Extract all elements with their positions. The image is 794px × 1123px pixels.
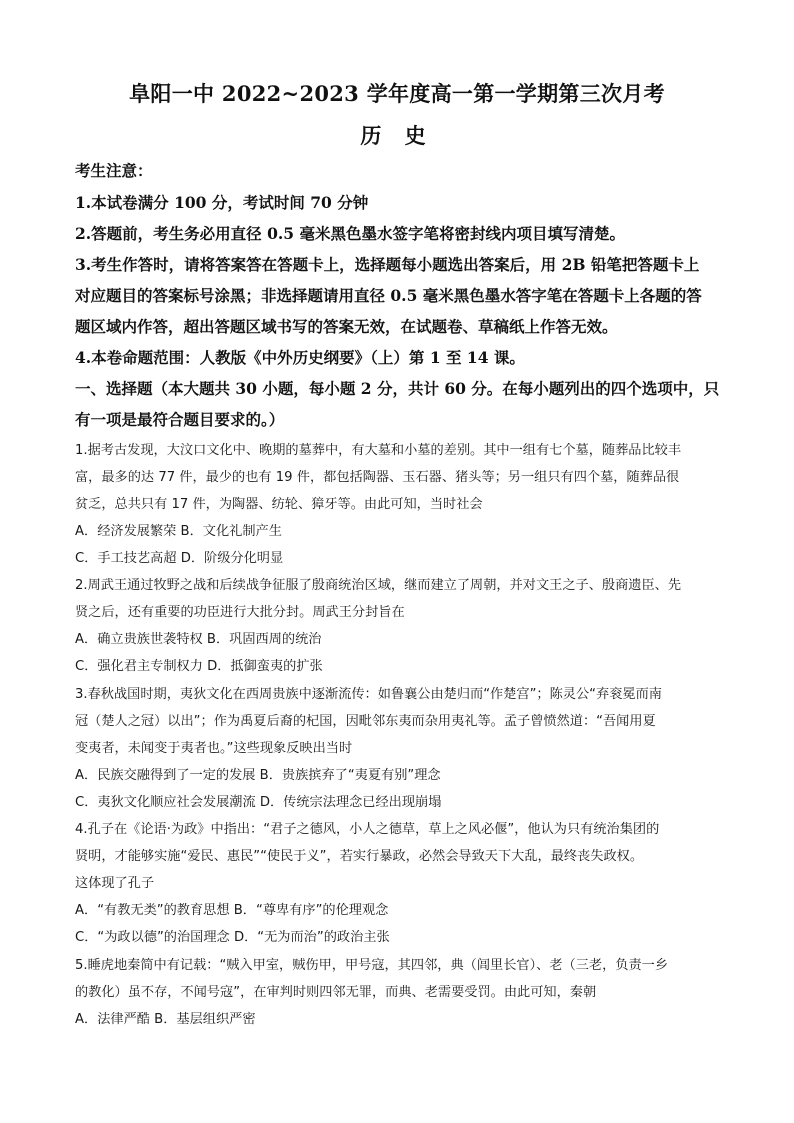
question-stem-line: 富，最多的达 77 件，最少的也有 19 件，都包括陶器、玉石器、猪头等；另一组只有四个墓，随葬品很: [75, 470, 680, 485]
exam-title: 阜阳一中 2022~2023 学年度高一第一学期第三次月考: [129, 81, 665, 106]
question-stem-line: 变夷者，未闻变于夷者也。”这些现象反映出当时: [75, 741, 353, 756]
question-stem-line: 这体现了孔子: [75, 876, 155, 891]
options-c-d: C．手工技艺高超 D．阶级分化明显: [75, 551, 284, 566]
notice-item-4: 4.本卷命题范围：人教版《中外历史纲要》（上）第 1 至 14 课。: [75, 348, 525, 367]
section-heading-line-2: 有一项是最符合题目要求的。）: [75, 410, 285, 429]
notice-item-1: 1.本试卷满分 100 分，考试时间 70 分钟: [75, 193, 369, 212]
notice-heading: 考生注意：: [75, 161, 153, 180]
options-a-b: A．经济发展繁荣 B．文化礼制产生: [75, 524, 282, 539]
question-stem-line: 5.睡虎地秦简中有记载：“贼入甲室，贼伤甲，甲号寇，其四邻，典（闾里长官）、老（三老，负责一乡: [75, 958, 669, 973]
question-stem-line: 1.据考古发现，大汶口文化中、晚期的墓葬中，有大墓和小墓的差别。其中一组有七个墓，随葬品比较丰: [75, 443, 682, 458]
options-c-d: C．夷狄文化顺应社会发展潮流 D．传统宗法理念已经出现崩塌: [75, 795, 442, 810]
question-stem-line: 贤之后，还有重要的功臣进行大批分封。周武王分封旨在: [75, 605, 405, 620]
section-heading-line-1: 一、选择题（本大题共 30 小题，每小题 2 分，共计 60 分。在每小题列出的四个选项中，只: [75, 379, 720, 398]
options-a-b: A．民族交融得到了一定的发展 B．贵族摈弃了“夷夏有别”理念: [75, 768, 441, 783]
options-c-d: C．强化君主专制权力 D．抵御蛮夷的扩张: [75, 659, 323, 674]
question-stem-line: 的教化）虽不存，不闻号寇”，在审判时则四邻无罪，而典、老需要受罚。由此可知，秦朝: [75, 985, 597, 1000]
question-stem-line: 4.孔子在《论语·为政》中指出：“君子之德风，小人之德草，草上之风必偃”，他认为只有统治集团的: [75, 822, 660, 837]
notice-item-3-line-2: 对应题目的答案标号涂黑；非选择题请用直径 0.5 毫米黑色墨水答字笔在答题卡上各题的答: [75, 286, 702, 305]
options-a-b: A．确立贵族世袭特权 B．巩固西周的统治: [75, 632, 322, 647]
question-stem-line: 冠（楚人之冠）以出”；作为禹夏后裔的杞国，因毗邻东夷而杂用夷礼等。孟子曾愤然道：“吾闻用夏: [75, 714, 656, 729]
options-a-b: A．法律严酷 B．基层组织严密: [75, 1012, 256, 1027]
question-stem-line: 2.周武王通过牧野之战和后续战争征服了殷商统治区域，继而建立了周朝，并对文王之子、殷商遗臣、先: [75, 578, 682, 593]
notice-item-2: 2.答题前，考生务必用直径 0.5 毫米黑色墨水签字笔将密封线内项目填写清楚。: [75, 224, 625, 243]
subject-title: 历 史: [360, 123, 434, 148]
question-stem-line: 贫乏，总共只有 17 件，为陶器、纺轮、獐牙等。由此可知，当时社会: [75, 497, 483, 512]
options-a-b: A．“有教无类”的教育思想 B．“尊卑有序”的伦理观念: [75, 903, 389, 918]
options-c-d: C．“为政以德”的治国理念 D．“无为而治”的政治主张: [75, 930, 390, 945]
question-stem-line: 贤明，才能够实施“爱民、惠民”“使民于义”，若实行暴政，必然会导致天下大乱，最终丧失政权。: [75, 849, 644, 864]
question-stem-line: 3.春秋战国时期，夷狄文化在西周贵族中逐渐流传：如鲁襄公由楚归而“作楚宫”；陈灵公“弃衮冕而南: [75, 687, 662, 702]
notice-item-3-line-3: 题区域内作答，超出答题区域书写的答案无效，在试题卷、草稿纸上作答无效。: [75, 317, 618, 336]
notice-item-3-line-1: 3.考生作答时，请将答案答在答题卡上，选择题每小题选出答案后，用 2B 铅笔把答题卡上: [75, 255, 700, 274]
